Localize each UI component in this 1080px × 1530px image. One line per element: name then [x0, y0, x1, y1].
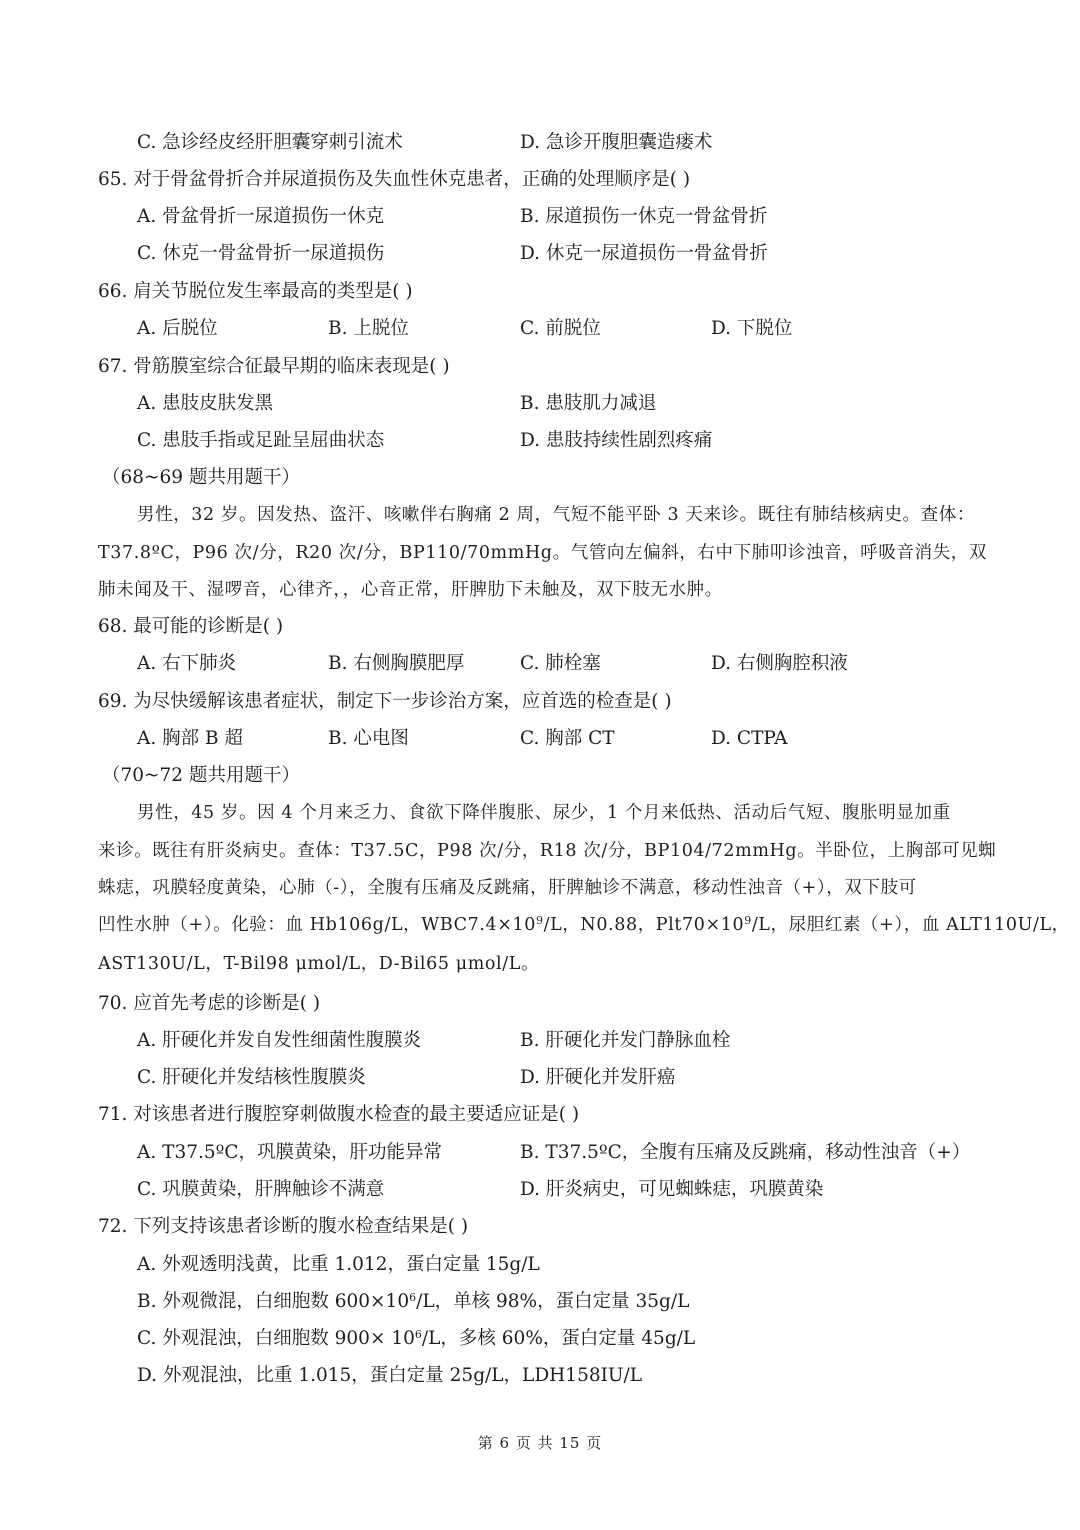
- q71-option-a: A. T37.5ºC，巩膜黄染，肝功能异常: [137, 1142, 443, 1163]
- q64-option-d: D. 急诊开腹胆囊造瘘术: [520, 132, 713, 153]
- case2-header: （70~72 题共用题干）: [102, 765, 300, 786]
- q72-option-a: A. 外观透明浅黄，比重 1.012，蛋白定量 15g/L: [137, 1254, 540, 1275]
- q71-option-d: D. 肝炎病史，可见蜘蛛痣，巩膜黄染: [520, 1179, 824, 1200]
- case2-text-line1: 男性，45 岁。因 4 个月来乏力、食欲下降伴腹胀、尿少，1 个月来低热、活动后气短、腹胀明显加重: [137, 803, 951, 823]
- q68-stem: 68. 最可能的诊断是( ): [98, 616, 284, 637]
- q69-option-b: B. 心电图: [328, 728, 409, 749]
- q67-stem: 67. 骨筋膜室综合征最早期的临床表现是( ): [98, 356, 450, 377]
- q65-stem: 65. 对于骨盆骨折合并尿道损伤及失血性休克患者，正确的处理顺序是( ): [98, 169, 691, 190]
- q69-option-a: A. 胸部 B 超: [137, 728, 243, 749]
- q70-option-d: D. 肝硬化并发肝癌: [520, 1067, 676, 1088]
- q70-option-a: A. 肝硬化并发自发性细菌性腹膜炎: [137, 1030, 422, 1051]
- case2-text-line4: 凹性水肿（+）。化验：血 Hb106g/L，$WBC7.4\times 10^9/L$，N0.88，$Plt70\times 10^9/L$，尿胆红素（+），血 ALT110U/L，: [98, 914, 1070, 935]
- q67-option-c: C. 患肢手指或足趾呈屈曲状态: [137, 430, 385, 451]
- q69-option-d: D. CTPA: [711, 728, 788, 749]
- q64-option-c: C. 急诊经皮经肝胆囊穿刺引流术: [137, 132, 403, 153]
- q71-option-b: B. T37.5ºC，全腹有压痛及反跳痛，移动性浊音（+）: [520, 1142, 971, 1163]
- q68-option-b: B. 右侧胸膜肥厚: [328, 653, 465, 674]
- q72-stem: 72. 下列支持该患者诊断的腹水检查结果是( ): [98, 1216, 469, 1237]
- q65-option-b: B. 尿道损伤一休克一骨盆骨折: [520, 206, 768, 227]
- q67-option-b: B. 患肢肌力减退: [520, 393, 657, 414]
- case1-text-line2: T37.8ºC，P96 次/分，R20 次/分，BP110/70mmHg。气管向左偏斜，右中下肺叩诊浊音，呼吸音消失，双: [98, 543, 988, 563]
- case2-text-line3: 蛛痣，巩膜轻度黄染，心肺（-），全腹有压痛及反跳痛，肝脾触诊不满意，移动性浊音（+），双下肢可: [98, 878, 917, 898]
- q70-option-b: B. 肝硬化并发门静脉血栓: [520, 1030, 731, 1051]
- q69-option-c: C. 胸部 CT: [520, 728, 615, 749]
- q66-option-a: A. 后脱位: [137, 318, 218, 339]
- q66-option-d: D. 下脱位: [711, 318, 793, 339]
- case2-text-line2: 来诊。既往有肝炎病史。查体：T37.5C，P98 次/分，R18 次/分，BP104/72mmHg。半卧位，上胸部可见蜘: [98, 841, 997, 861]
- q66-option-b: B. 上脱位: [328, 318, 409, 339]
- q68-option-c: C. 肺栓塞: [520, 653, 601, 674]
- q65-option-d: D. 休克一尿道损伤一骨盆骨折: [520, 243, 768, 264]
- q70-stem: 70. 应首先考虑的诊断是( ): [98, 993, 321, 1014]
- q67-option-d: D. 患肢持续性剧烈疼痛: [520, 430, 713, 451]
- q72-option-c: C. 外观混浊，白细胞数 $900\times 10^6/L$，多核 60%，蛋白定量 45g/L: [137, 1328, 696, 1349]
- q71-option-c: C. 巩膜黄染，肝脾触诊不满意: [137, 1179, 385, 1200]
- q69-stem: 69. 为尽快缓解该患者症状，制定下一步诊治方案，应首选的检查是( ): [98, 691, 672, 712]
- q70-option-c: C. 肝硬化并发结核性腹膜炎: [137, 1067, 366, 1088]
- q66-stem: 66. 肩关节脱位发生率最高的类型是( ): [98, 281, 413, 302]
- q68-option-a: A. 右下肺炎: [137, 653, 237, 674]
- q72-option-d: D. 外观混浊，比重 1.015，蛋白定量 25g/L，LDH158IU/L: [137, 1365, 643, 1386]
- q66-option-c: C. 前脱位: [520, 318, 601, 339]
- case1-text-line1: 男性，32 岁。因发热、盗汗、咳嗽伴右胸痛 2 周，气短不能平卧 3 天来诊。既往有肺结核病史。查体：: [137, 505, 975, 525]
- q65-option-c: C. 休克一骨盆骨折一尿道损伤: [137, 243, 385, 264]
- q67-option-a: A. 患肢皮肤发黑: [137, 393, 274, 414]
- q72-option-b: B. 外观微混，白细胞数 $600\times 10^6/L$，单核 98%，蛋白定量 35g/L: [137, 1291, 690, 1312]
- q71-stem: 71. 对该患者进行腹腔穿刺做腹水检查的最主要适应证是( ): [98, 1104, 580, 1125]
- q68-option-d: D. 右侧胸腔积液: [711, 653, 848, 674]
- case2-text-line5: AST130U/L，T-Bil98 μmol/L，D-Bil65 μmol/L。: [98, 954, 540, 974]
- case1-text-line3: 肺未闻及干、湿啰音，心律齐，，心音正常，肝脾肋下未触及，双下肢无水肿。: [98, 580, 723, 600]
- q65-option-a: A. 骨盆骨折一尿道损伤一休克: [137, 206, 385, 227]
- page-number: 第 6 页 共 15 页: [477, 1434, 603, 1452]
- case1-header: （68~69 题共用题干）: [102, 467, 300, 488]
